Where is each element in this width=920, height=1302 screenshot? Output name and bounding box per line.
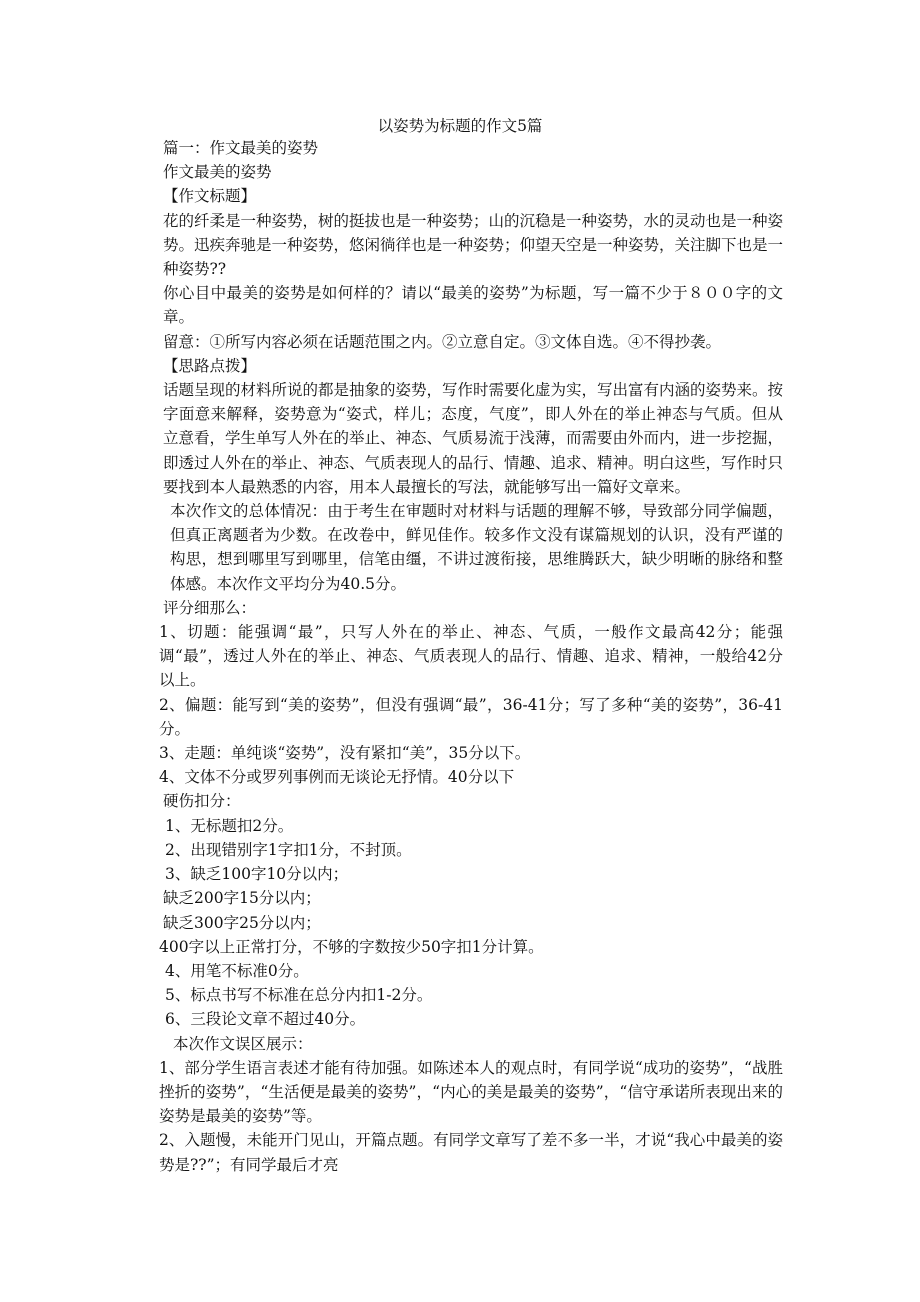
paragraph: 本次作文误区展示：	[173, 1034, 313, 1053]
paragraph: 缺乏200字15分以内；	[163, 889, 321, 908]
paragraph: 【思路点拨】	[163, 356, 257, 375]
paragraph: 2、入题慢，未能开门见山，开篇点题。有同学文章写了差不多一半，才说“我心中最美的姿势是??”；有同学最后才亮	[159, 1131, 783, 1174]
paragraph: 6、三段论文章不超过40分。	[165, 1010, 366, 1029]
document-title: 以姿势为标题的作文5篇	[377, 117, 543, 135]
paragraph: 1、部分学生语言表述才能有待加强。如陈述本人的观点时，有同学说“成功的姿势”，“战胜挫折的姿势”，“生活便是最美的姿势”，“内心的美是最美的姿势”，“信守承诺所表现出来的姿势是最美的姿势”等。	[159, 1058, 783, 1126]
paragraph: 话题呈现的材料所说的都是抽象的姿势，写作时需要化虚为实，写出富有内涵的姿势来。按字面意来解释，姿势意为“姿式，样儿；态度，气度”，即人外在的举止神态与气质。但从立意看，学生单写人外在的举止、神态、气质易流于浅薄，而需要由外而内，进一步挖掘，即透过人外在的举止、神态、气质表现人的品行、情趣、追求、精神。明白这些，写作时只要找到本人最熟悉的内容，用本人最擅长的写法，就能够写出一篇好文章来。	[163, 381, 784, 496]
paragraph: 2、偏题：能写到“美的姿势”，但没有强调“最”，36-41分；写了多种“美的姿势”，36-41分。	[159, 695, 783, 738]
paragraph: 评分细那么：	[163, 598, 257, 617]
paragraph: 1、无标题扣2分。	[165, 816, 294, 835]
paragraph: 3、缺乏100字10分以内；	[165, 865, 349, 884]
paragraph: 花的纤柔是一种姿势，树的挺拔也是一种姿势；山的沉稳是一种姿势，水的灵动也是一种姿势。迅疾奔驰是一种姿势，悠闲徜徉也是一种姿势；仰望天空是一种姿势，关注脚下也是一种姿势??	[163, 211, 784, 279]
paragraph: 【作文标题】	[163, 187, 257, 206]
paragraph: 硬伤扣分：	[163, 792, 241, 811]
document-body	[143, 136, 783, 1177]
paragraph: 1、切题：能强调“最”，只写人外在的举止、神态、气质，一般作文最高42分；能强调“最”，透过人外在的举止、神态、气质表现人的品行、情趣、追求、精神，一般给42分以上。	[159, 623, 783, 690]
paragraph: 本次作文的总体情况：由于考生在审题时对材料与话题的理解不够，导致部分同学偏题，但真正离题者为少数。在改卷中，鲜见佳作。较多作文没有谋篇规划的认识，没有严谨的构思，想到哪里写到哪里，信笔由缰，不讲过渡衔接，思维腾跃大，缺少明晰的脉络和整体感。本次作文平均分为40.5分。	[170, 502, 783, 593]
paragraph: 篇一：作文最美的姿势	[163, 139, 319, 157]
paragraph: 4、文体不分或罗列事例而无谈论无抒情。40分以下	[159, 768, 515, 787]
paragraph: 你心目中最美的姿势是如何样的？请以“最美的姿势”为标题，写一篇不少于８００字的文章。	[163, 284, 783, 327]
paragraph: 4、用笔不标准0分。	[165, 961, 309, 980]
paragraph: 5、标点书写不标准在总分内扣1-2分。	[165, 986, 433, 1005]
paragraph: 缺乏300字25分以内；	[163, 913, 321, 932]
paragraph: 作文最美的姿势	[163, 163, 272, 182]
paragraph: 留意：①所写内容必须在话题范围之内。②立意自定。③文体自选。④不得抄袭。	[163, 332, 722, 351]
paragraph: 400字以上正常打分，不够的字数按少50字扣1分计算。	[159, 937, 544, 956]
paragraph: 2、出现错别字1字扣1分，不封顶。	[165, 840, 412, 859]
paragraph: 3、走题：单纯谈“姿势”，没有紧扣“美”，35分以下。	[159, 744, 531, 763]
